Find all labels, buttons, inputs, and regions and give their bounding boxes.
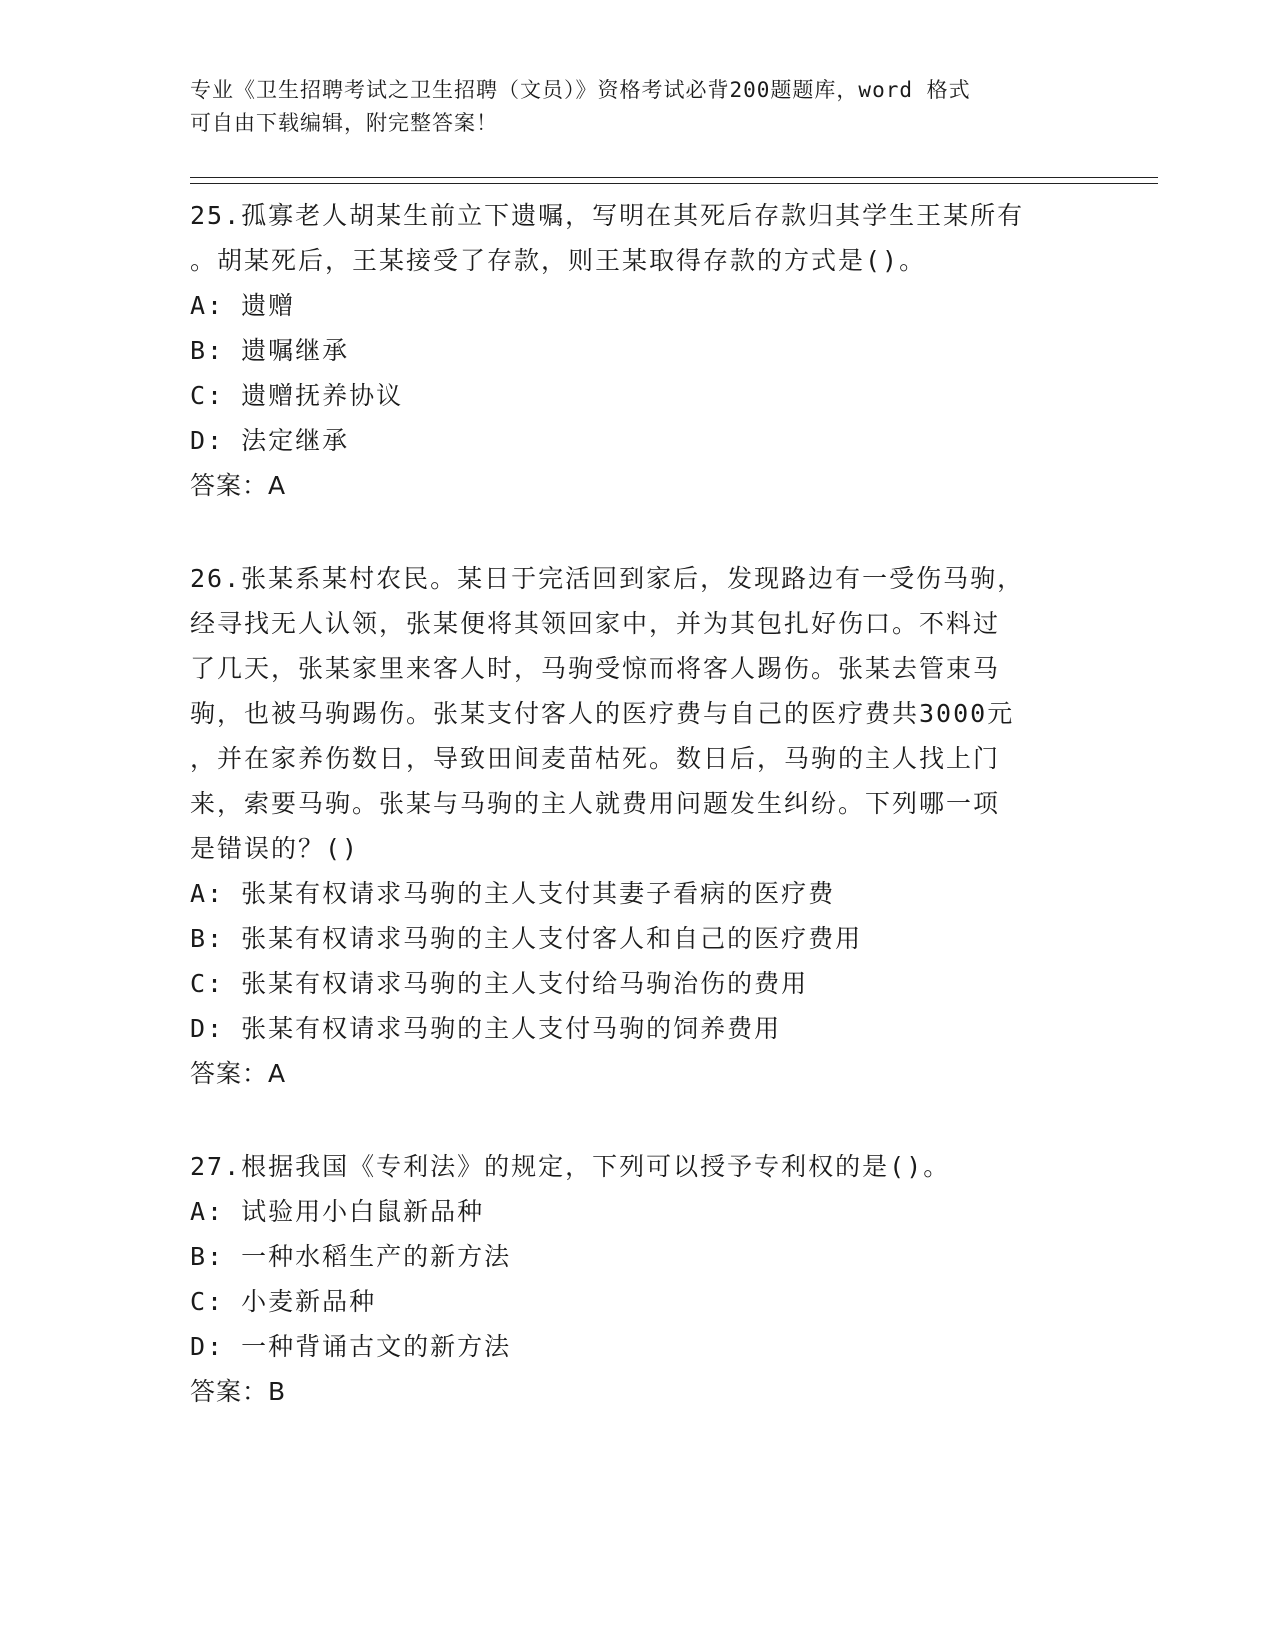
question-text-line: 。胡某死后，王某接受了存款，则王某取得存款的方式是()。 — [190, 246, 927, 275]
question-27 — [190, 1144, 1090, 1414]
option-c: C: 小麦新品种 — [190, 1287, 377, 1316]
answer: 答案：B — [190, 1377, 287, 1406]
header-line-1: 专业《卫生招聘考试之卫生招聘（文员）》资格考试必背200题题库，word 格式 — [190, 78, 971, 102]
question-text-line: 来，索要马驹。张某与马驹的主人就费用问题发生纠纷。下列哪一项 — [190, 789, 1001, 818]
option-a: A: 张某有权请求马驹的主人支付其妻子看病的医疗费 — [190, 879, 836, 908]
question-text-line: 是错误的？() — [190, 834, 360, 863]
option-c: C: 遗赠抚养协议 — [190, 381, 404, 410]
option-a: A: 试验用小白鼠新品种 — [190, 1197, 485, 1226]
question-text-line: 经寻找无人认领，张某便将其领回家中，并为其包扎好伤口。不料过 — [190, 609, 1001, 638]
question-list — [190, 193, 1090, 1414]
header-divider-bottom — [190, 183, 1158, 184]
answer: 答案：A — [190, 1059, 287, 1088]
option-b: B: 一种水稻生产的新方法 — [190, 1242, 512, 1271]
question-26 — [190, 556, 1090, 1096]
question-text-line: 了几天，张某家里来客人时，马驹受惊而将客人踢伤。张某去管束马 — [190, 654, 1001, 683]
option-d: D: 法定继承 — [190, 426, 350, 455]
question-text-line: ，并在家养伤数日，导致田间麦苗枯死。数日后，马驹的主人找上门 — [190, 744, 1001, 773]
question-text-line: 驹，也被马驹踢伤。张某支付客人的医疗费与自己的医疗费共3000元 — [190, 699, 1015, 728]
option-d: D: 张某有权请求马驹的主人支付马驹的饲养费用 — [190, 1014, 782, 1043]
option-a: A: 遗赠 — [190, 291, 296, 320]
option-d: D: 一种背诵古文的新方法 — [190, 1332, 512, 1361]
option-c: C: 张某有权请求马驹的主人支付给马驹治伤的费用 — [190, 969, 809, 998]
answer: 答案：A — [190, 471, 287, 500]
header-line-2: 可自由下载编辑，附完整答案！ — [190, 111, 498, 135]
header-divider-top — [190, 177, 1158, 178]
question-text-line: 26.张某系某村农民。某日于完活回到家后，发现路边有一受伤马驹， — [190, 564, 1025, 593]
option-b: B: 遗嘱继承 — [190, 336, 350, 365]
question-text-line: 25.孤寡老人胡某生前立下遗嘱，写明在其死后存款归其学生王某所有 — [190, 201, 1025, 230]
document-header — [190, 74, 1090, 140]
question-text-line: 27.根据我国《专利法》的规定，下列可以授予专利权的是()。 — [190, 1152, 951, 1181]
question-25 — [190, 193, 1090, 508]
option-b: B: 张某有权请求马驹的主人支付客人和自己的医疗费用 — [190, 924, 863, 953]
